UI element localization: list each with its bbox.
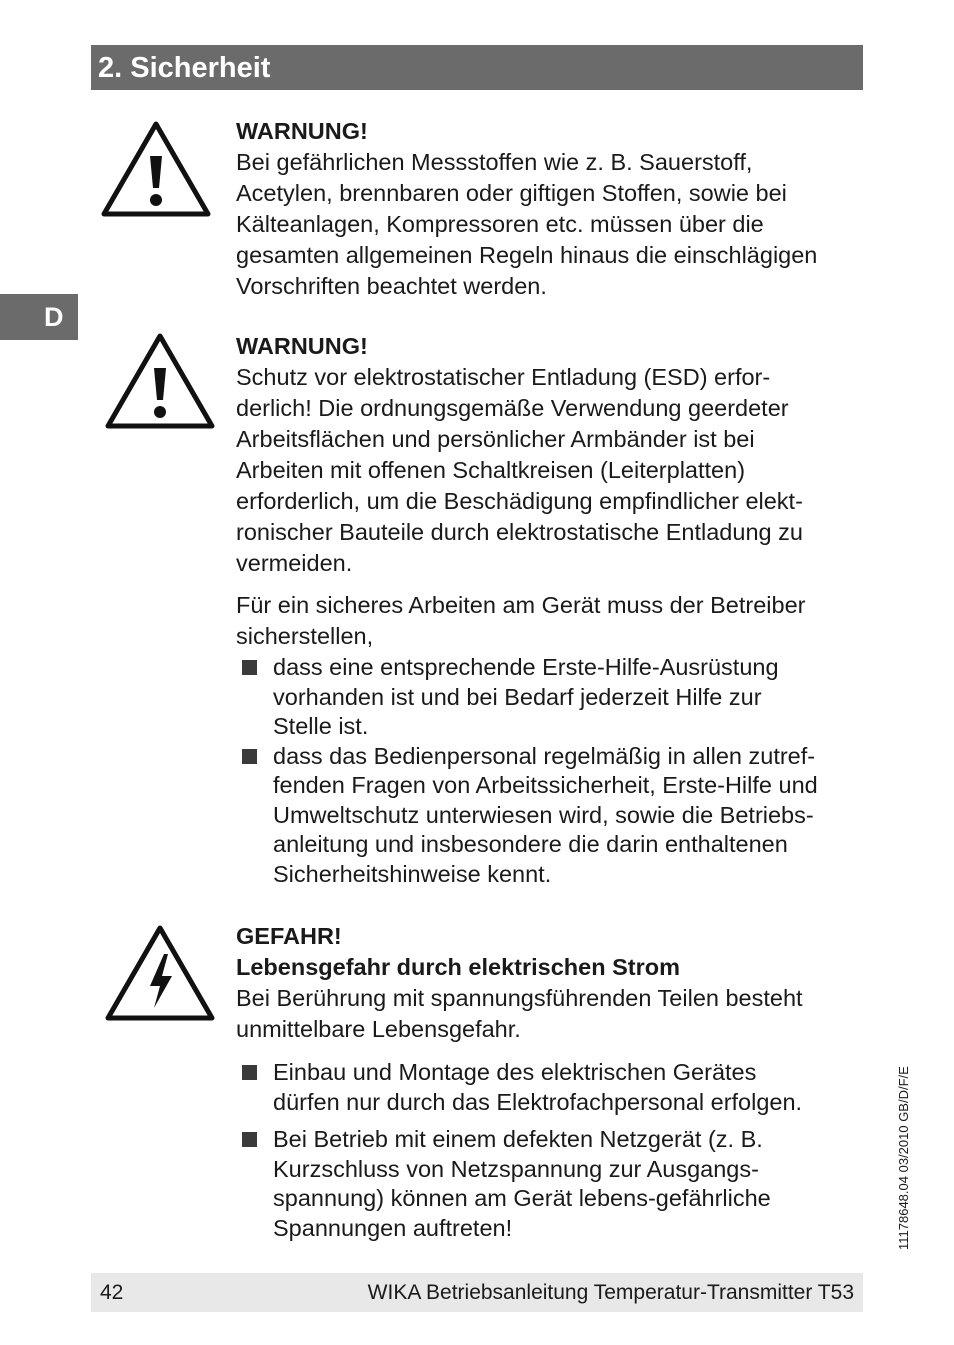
high-voltage-icon	[104, 924, 216, 1022]
text-line: dürfen nur durch das Elektrofachpersonal erfolgen.	[273, 1088, 803, 1115]
language-tab-label: D	[44, 302, 64, 332]
text-line: Schutz vor elektrostatischer Entladung (ESD) erfor-	[236, 364, 771, 390]
text-line: derlich! Die ordnungsgemäße Verwendung geerdeter	[236, 395, 789, 421]
text-line: vorhanden ist und bei Bedarf jederzeit Hilfe zur	[273, 683, 762, 710]
footer-bar	[91, 1273, 863, 1312]
text-line: unmittelbare Lebensgefahr.	[236, 1016, 521, 1042]
square-bullet-icon	[242, 1065, 257, 1080]
operator-list	[236, 653, 868, 889]
square-bullet-icon	[242, 749, 257, 764]
text-line: Bei Berührung mit spannungsführenden Teilen besteht	[236, 985, 803, 1011]
text-line: Einbau und Montage des elektrischen Gerätes	[273, 1059, 757, 1085]
text-line: vermeiden.	[236, 550, 353, 576]
square-bullet-icon	[242, 660, 257, 675]
text-line: Sicherheitshinweise kennt.	[273, 860, 552, 887]
text-line: erforderlich, um die Beschädigung empfindlicher elekt-	[236, 488, 803, 514]
list-item	[236, 1125, 868, 1243]
text-line: dass eine entsprechende Erste-Hilfe-Ausrüstung	[273, 654, 779, 680]
square-bullet-icon	[242, 1132, 257, 1147]
language-tab	[0, 294, 78, 340]
text-line: dass das Bedienpersonal regelmäßig in allen zutref-	[273, 742, 816, 769]
warning-1-heading: WARNUNG!	[236, 118, 368, 144]
text-line: Vorschriften beachtet werden.	[236, 273, 547, 299]
danger-subheading: Lebensgefahr durch elektrischen Strom	[236, 954, 681, 980]
text-line: Arbeiten mit offenen Schaltkreisen (Leiterplatten)	[236, 457, 746, 483]
text-line: Für ein sicheres Arbeiten am Gerät muss der Betreiber	[236, 592, 806, 618]
text-line: Stelle ist.	[273, 713, 369, 739]
danger-list	[236, 1058, 868, 1243]
document-code: 11178648.04 03/2010 GB/D/F/E	[896, 1066, 911, 1250]
footer-title: WIKA Betriebsanleitung Temperatur-Transmitter T53	[367, 1281, 854, 1304]
text-line: ronischer Bauteile durch elektrostatische Entladung zu	[236, 519, 803, 545]
text-line: Bei gefährlichen Messstoffen wie z. B. Sauerstoff,	[236, 149, 753, 175]
section-header-bar	[91, 45, 863, 90]
danger-heading: GEFAHR!	[236, 923, 342, 949]
text-line: gesamten allgemeinen Regeln hinaus die einschlägigen	[236, 242, 818, 268]
list-item	[236, 653, 868, 742]
text-line: Kurzschluss von Netzspannung zur Ausgangs-	[273, 1155, 759, 1182]
warning-triangle-icon	[100, 120, 212, 218]
danger-block	[236, 921, 868, 1045]
section-title: 2. Sicherheit	[98, 52, 271, 84]
text-line: Umweltschutz unterwiesen wird, sowie die Betriebs-	[273, 801, 814, 828]
text-line: Bei Betrieb mit einem defekten Netzgerät (z. B.	[273, 1126, 763, 1152]
warning-1	[236, 116, 868, 302]
text-line: Spannungen auftreten!	[273, 1214, 513, 1241]
page-number: 42	[100, 1281, 124, 1304]
text-line: sicherstellen,	[236, 623, 374, 649]
list-item	[236, 742, 868, 890]
text-line: Acetylen, brennbaren oder giftigen Stoffen, sowie bei	[236, 180, 787, 206]
list-item	[236, 1058, 868, 1117]
text-line: Kälteanlagen, Kompressoren etc. müssen über die	[236, 211, 764, 237]
text-line: anleitung und insbesondere die darin enthaltenen	[273, 831, 788, 857]
warning-2-heading: WARNUNG!	[236, 333, 368, 359]
text-line: Arbeitsflächen und persönlicher Armbänder ist bei	[236, 426, 755, 452]
warning-triangle-icon	[104, 332, 216, 430]
operator-paragraph	[236, 590, 868, 652]
text-line: fenden Fragen von Arbeitssicherheit, Erste-Hilfe und	[273, 772, 818, 798]
warning-2	[236, 331, 868, 579]
text-line: spannung) können am Gerät lebens-gefährliche	[273, 1185, 771, 1211]
